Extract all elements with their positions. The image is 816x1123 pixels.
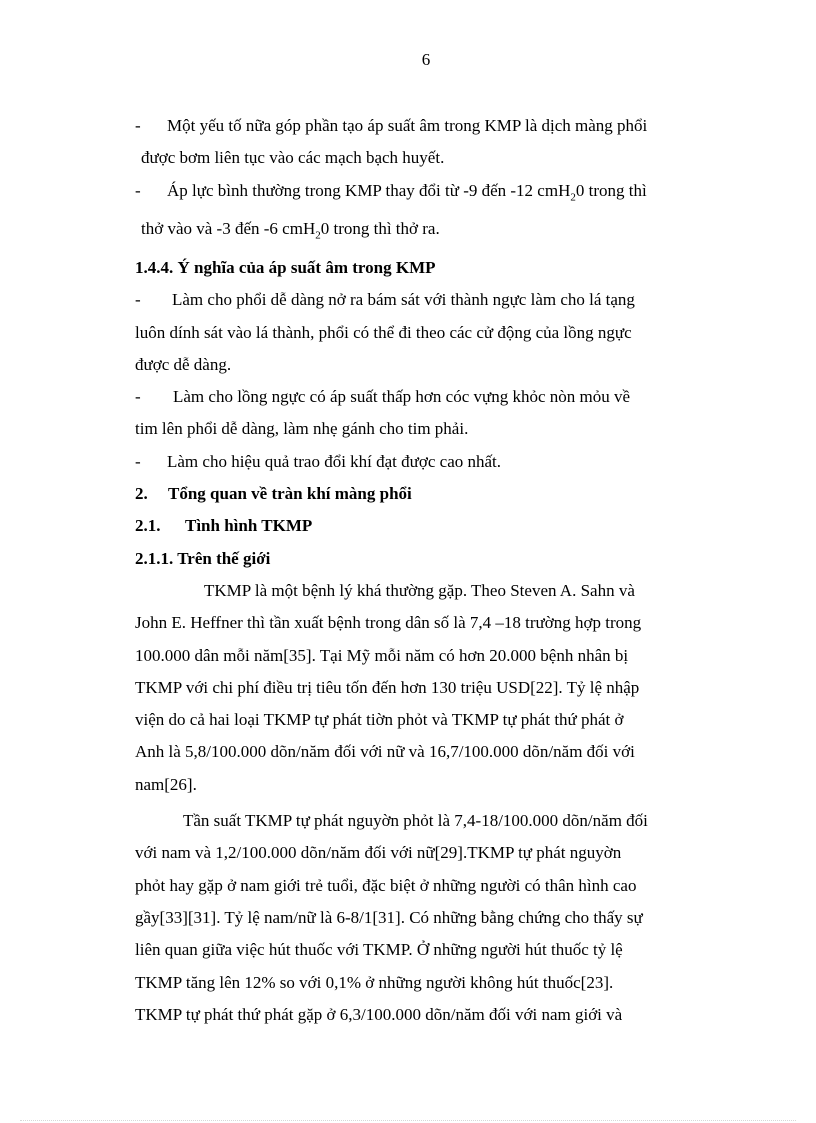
section-heading: 1.4.4. Ý nghĩa của áp suất âm trong KMP <box>135 257 436 277</box>
text-line: TKMP là một bệnh lý khá thường gặp. Theo Steven A. Sahn và <box>204 580 635 600</box>
text-line: Tần suất TKMP tự phát nguyờn phỏt là 7,4-18/100.000 dõn/năm đối <box>183 811 648 831</box>
section-heading: 2.1.1. Trên thế giới <box>135 548 271 568</box>
bullet-dash: - <box>135 290 141 310</box>
text-line: Anh là 5,8/100.000 dõn/năm đối với nữ và 16,7/100.000 dõn/năm đối với <box>135 742 635 762</box>
text-line: Một yếu tố nữa góp phần tạo áp suất âm trong KMP là dịch màng phổi <box>167 116 648 135</box>
text-line: 100.000 dân mỗi năm[35]. Tại Mỹ mỗi năm có hơn 20.000 bệnh nhân bị <box>135 645 629 665</box>
text-line: Làm cho lồng ngực có áp suất thấp hơn cóc vựng khỏc nòn mỏu về <box>173 387 631 407</box>
paragraph <box>135 805 718 1031</box>
text-line: TKMP với chi phí điều trị tiêu tốn đến hơn 130 triệu USD[22]. Tỷ lệ nhập <box>135 677 640 697</box>
text-line: TKMP tăng lên 12% so với 0,1% ở những người không hút thuốc[23]. <box>135 972 614 992</box>
text-line: gầy[33][31]. Tỷ lệ nam/nữ là 6-8/1[31]. Có những bằng chứng cho thấy sự <box>135 907 643 927</box>
list-item-continuation <box>135 142 718 174</box>
list-item-continuation <box>135 213 718 252</box>
paragraph <box>135 575 718 801</box>
list-item <box>135 284 718 316</box>
text-line: được bơm liên tục vào các mạch bạch huyết. <box>141 148 445 168</box>
document-body <box>135 110 718 1031</box>
text-line: Làm cho hiệu quả trao đổi khí đạt được cao nhất. <box>167 451 502 471</box>
list-item <box>135 381 718 413</box>
bullet-dash: - <box>135 451 141 471</box>
text-line: TKMP tự phát thứ phát gặp ở 6,3/100.000 dõn/năm đối với nam giới và <box>135 1004 623 1024</box>
list-item <box>135 175 718 214</box>
bullet-dash: - <box>135 116 141 135</box>
text-line: phỏt hay gặp ở nam giới trẻ tuổi, đặc biệt ở những người có thân hình cao <box>135 875 637 895</box>
bullet-dash: - <box>135 180 141 200</box>
list-item <box>135 110 718 142</box>
section-heading: 2.1. Tình hình TKMP <box>135 516 313 536</box>
text-line: viện do cả hai loại TKMP tự phát tiờn phỏt và TKMP tự phát thứ phát ở <box>135 710 624 730</box>
list-item <box>135 446 718 478</box>
text-line: tim lên phổi dễ dàng, làm nhẹ gánh cho tim phải. <box>135 419 469 439</box>
text-line: Làm cho phổi dễ dàng nở ra bám sát với thành ngực làm cho lá tạng <box>172 290 635 310</box>
page-bottom-divider <box>20 1120 796 1121</box>
text-line: với nam và 1,2/100.000 dõn/năm đối với nữ[29].TKMP tự phát nguyờn <box>135 843 622 863</box>
text-line: luôn dính sát vào lá thành, phổi có thể đi theo các cử động của lồng ngực <box>135 322 632 342</box>
text-line: nam[26]. <box>135 774 197 794</box>
bullet-dash: - <box>135 387 141 407</box>
text-line: John E. Heffner thì tần xuất bệnh trong dân số là 7,4 –18 trường hợp trong <box>135 613 642 633</box>
text-line: liên quan giữa việc hút thuốc với TKMP. Ở những người hút thuốc tỷ lệ <box>135 940 623 960</box>
page-number: 6 <box>421 50 431 69</box>
section-heading: 2. Tổng quan về tràn khí màng phổi <box>135 484 412 504</box>
text-line: Áp lực bình thường trong KMP thay đổi từ -9 đến -12 cmH$_2$0 trong thì <box>167 180 647 203</box>
text-line: được dễ dàng. <box>135 354 232 374</box>
text-line: thở vào và -3 đến -6 cmH$_2$0 trong thì thở ra. <box>141 219 440 242</box>
